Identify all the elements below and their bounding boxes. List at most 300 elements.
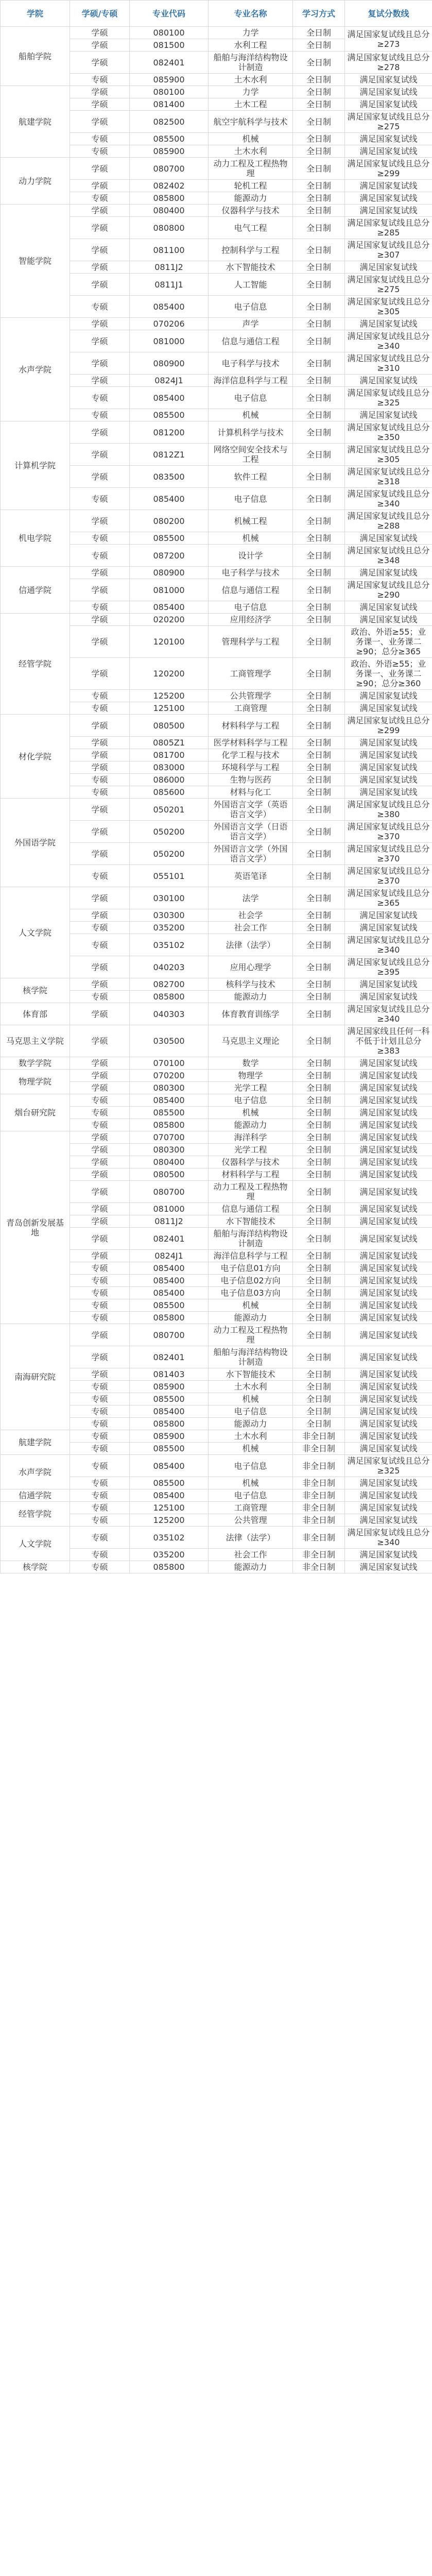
- major-name-cell: 机械: [209, 1393, 293, 1405]
- study-mode-cell: 全日制: [293, 1203, 345, 1215]
- major-code-cell: 125200: [130, 1514, 209, 1527]
- major-name-cell: 社会工作: [209, 922, 293, 934]
- major-name-cell: 信息与通信工程: [209, 1203, 293, 1215]
- score-line-cell: 满足国家复试线且总分≥348: [345, 545, 432, 567]
- table-row: [1, 1070, 432, 1082]
- study-mode-cell: 全日制: [293, 261, 345, 274]
- major-code-cell: 050200: [130, 821, 209, 843]
- degree-type-cell: 学硕: [70, 27, 130, 39]
- major-name-cell: 机械: [209, 1107, 293, 1119]
- major-code-cell: 035102: [130, 934, 209, 956]
- table-row: [1, 978, 432, 991]
- major-name-cell: 网络空间安全技术与工程: [209, 444, 293, 466]
- score-line-cell: 满足国家复试线且总分≥365: [345, 887, 432, 909]
- degree-type-cell: 学硕: [70, 1324, 130, 1346]
- major-name-cell: 马克思主义理论: [209, 1025, 293, 1057]
- table-row: [1, 1094, 432, 1107]
- score-line-cell: 满足国家复试线: [345, 690, 432, 702]
- score-line-cell: 满足国家复试线: [345, 1181, 432, 1203]
- study-mode-cell: 全日制: [293, 52, 345, 74]
- table-row: [1, 318, 432, 330]
- study-mode-cell: 全日制: [293, 532, 345, 545]
- degree-type-cell: 学硕: [70, 1168, 130, 1181]
- study-mode-cell: 全日制: [293, 1299, 345, 1312]
- major-name-cell: 能源动力: [209, 1312, 293, 1324]
- degree-type-cell: 学硕: [70, 1228, 130, 1250]
- table-row: [1, 1003, 432, 1025]
- college-cell: 南海研究院: [1, 1324, 70, 1430]
- major-name-cell: 环境科学与工程: [209, 761, 293, 774]
- study-mode-cell: 全日制: [293, 567, 345, 579]
- college-cell: 核学院: [1, 978, 70, 1003]
- study-mode-cell: 全日制: [293, 387, 345, 409]
- major-name-cell: 电气工程: [209, 217, 293, 239]
- college-cell: 经管学院: [1, 614, 70, 715]
- major-name-cell: 航空宇航科学与技术: [209, 111, 293, 133]
- college-cell: 马克思主义学院: [1, 1025, 70, 1057]
- major-name-cell: 外国语言文学（日语语言文学）: [209, 821, 293, 843]
- degree-type-cell: 学硕: [70, 1131, 130, 1144]
- major-code-cell: 085500: [130, 1393, 209, 1405]
- major-code-cell: 086000: [130, 774, 209, 786]
- major-code-cell: 087200: [130, 545, 209, 567]
- degree-type-cell: 学硕: [70, 180, 130, 192]
- college-cell: 航建学院: [1, 1430, 70, 1455]
- major-code-cell: 0824J1: [130, 375, 209, 387]
- table-row: [1, 715, 432, 737]
- score-line-cell: 满足国家复试线且总分≥275: [345, 111, 432, 133]
- degree-type-cell: 学硕: [70, 579, 130, 601]
- score-line-cell: 满足国家复试线且总分≥305: [345, 296, 432, 318]
- score-line-cell: 满足国家复试线: [345, 532, 432, 545]
- table-header: [1, 1, 432, 27]
- study-mode-cell: 全日制: [293, 86, 345, 98]
- study-mode-cell: 非全日制: [293, 1527, 345, 1549]
- study-mode-cell: 非全日制: [293, 1477, 345, 1489]
- major-name-cell: 机械: [209, 532, 293, 545]
- study-mode-cell: 全日制: [293, 1381, 345, 1393]
- major-name-cell: 能源动力: [209, 1119, 293, 1131]
- study-mode-cell: 非全日制: [293, 1455, 345, 1477]
- major-code-cell: 0812Z1: [130, 444, 209, 466]
- study-mode-cell: 全日制: [293, 421, 345, 444]
- score-line-cell: 政治、外语≥55；业务课一、业务课二≥90；总分≥365: [345, 626, 432, 658]
- major-name-cell: 仪器科学与技术: [209, 205, 293, 217]
- degree-type-cell: 学硕: [70, 626, 130, 658]
- score-line-cell: 满足国家复试线: [345, 1324, 432, 1346]
- header-major-code: 专业代码: [130, 1, 209, 27]
- score-line-cell: 满足国家复试线且总分≥325: [345, 387, 432, 409]
- major-code-cell: 085800: [130, 1561, 209, 1573]
- study-mode-cell: 全日制: [293, 1287, 345, 1299]
- major-name-cell: 英语笔译: [209, 865, 293, 887]
- degree-type-cell: 专硕: [70, 1299, 130, 1312]
- study-mode-cell: 全日制: [293, 843, 345, 865]
- major-name-cell: 机械: [209, 1443, 293, 1455]
- major-code-cell: 080100: [130, 86, 209, 98]
- score-line-cell: 满足国家复试线: [345, 1393, 432, 1405]
- major-name-cell: 船舶与海洋结构物设计制造: [209, 1346, 293, 1368]
- study-mode-cell: 全日制: [293, 98, 345, 111]
- table-row: [1, 799, 432, 821]
- degree-type-cell: 学硕: [70, 217, 130, 239]
- major-code-cell: 085400: [130, 296, 209, 318]
- major-code-cell: 030500: [130, 1025, 209, 1057]
- major-code-cell: 085500: [130, 409, 209, 421]
- major-name-cell: 电子信息03方向: [209, 1287, 293, 1299]
- score-line-cell: 满足国家复试线: [345, 409, 432, 421]
- major-name-cell: 应用经济学: [209, 614, 293, 626]
- major-code-cell: 085500: [130, 133, 209, 145]
- score-line-cell: 满足国家复试线且总分≥340: [345, 1003, 432, 1025]
- college-cell: 水声学院: [1, 318, 70, 421]
- major-name-cell: 光学工程: [209, 1144, 293, 1156]
- major-name-cell: 海洋信息科学与工程: [209, 1250, 293, 1262]
- major-name-cell: 电子信息: [209, 1455, 293, 1477]
- major-code-cell: 082700: [130, 978, 209, 991]
- major-code-cell: 125100: [130, 702, 209, 715]
- major-name-cell: 能源动力: [209, 991, 293, 1003]
- degree-type-cell: 专硕: [70, 1489, 130, 1502]
- table-row: [1, 1561, 432, 1573]
- table-row: [1, 567, 432, 579]
- college-cell: 外国语学院: [1, 799, 70, 887]
- score-line-cell: 满足国家复试线且总分≥325: [345, 1455, 432, 1477]
- college-cell: 青岛创新发展基地: [1, 1131, 70, 1324]
- degree-type-cell: 学硕: [70, 39, 130, 52]
- score-line-cell: 满足国家复试线: [345, 1430, 432, 1443]
- degree-type-cell: 专硕: [70, 532, 130, 545]
- study-mode-cell: 全日制: [293, 601, 345, 614]
- major-code-cell: 085400: [130, 488, 209, 510]
- major-code-cell: 085500: [130, 1299, 209, 1312]
- major-code-cell: 035200: [130, 1549, 209, 1561]
- degree-type-cell: 专硕: [70, 1287, 130, 1299]
- college-cell: 机电学院: [1, 510, 70, 567]
- major-name-cell: 化学工程与技术: [209, 749, 293, 761]
- major-code-cell: 080900: [130, 567, 209, 579]
- major-name-cell: 外国语言文学（英语语言文学）: [209, 799, 293, 821]
- score-line-cell: 满足国家复试线: [345, 991, 432, 1003]
- major-name-cell: 社会工作: [209, 1549, 293, 1561]
- score-line-cell: 满足国家复试线且总分≥340: [345, 934, 432, 956]
- major-name-cell: 动力工程及工程热物理: [209, 1181, 293, 1203]
- degree-type-cell: 学硕: [70, 318, 130, 330]
- major-name-cell: 法律（法学）: [209, 934, 293, 956]
- major-code-cell: 0824J1: [130, 1250, 209, 1262]
- degree-type-cell: 专硕: [70, 1107, 130, 1119]
- major-name-cell: 材料科学与工程: [209, 715, 293, 737]
- study-mode-cell: 全日制: [293, 409, 345, 421]
- study-mode-cell: 全日制: [293, 1156, 345, 1168]
- major-name-cell: 海洋科学: [209, 1131, 293, 1144]
- study-mode-cell: 全日制: [293, 922, 345, 934]
- score-line-cell: 政治、外语≥55；业务课一、业务课二≥90；总分≥360: [345, 658, 432, 690]
- table-body: [1, 27, 432, 1573]
- major-name-cell: 能源动力: [209, 1561, 293, 1573]
- degree-type-cell: 学硕: [70, 1025, 130, 1057]
- major-code-cell: 081403: [130, 1368, 209, 1381]
- major-name-cell: 海洋信息科学与工程: [209, 375, 293, 387]
- table-row: [1, 1455, 432, 1477]
- college-cell: 人文学院: [1, 1527, 70, 1561]
- major-name-cell: 工商管理: [209, 1502, 293, 1514]
- study-mode-cell: 全日制: [293, 466, 345, 488]
- study-mode-cell: 全日制: [293, 488, 345, 510]
- major-name-cell: 信息与通信工程: [209, 330, 293, 352]
- major-code-cell: 085500: [130, 532, 209, 545]
- score-line-cell: 满足国家复试线: [345, 922, 432, 934]
- study-mode-cell: 全日制: [293, 1405, 345, 1418]
- major-name-cell: 物理学: [209, 1070, 293, 1082]
- study-mode-cell: 全日制: [293, 318, 345, 330]
- major-code-cell: 085600: [130, 786, 209, 799]
- header-major-name: 专业名称: [209, 1, 293, 27]
- major-name-cell: 水下智能技术: [209, 1215, 293, 1228]
- study-mode-cell: 全日制: [293, 296, 345, 318]
- degree-type-cell: 专硕: [70, 934, 130, 956]
- degree-type-cell: 学硕: [70, 421, 130, 444]
- degree-type-cell: 学硕: [70, 1003, 130, 1025]
- major-name-cell: 机械: [209, 1299, 293, 1312]
- score-line-cell: 满足国家复试线: [345, 1082, 432, 1094]
- score-line-cell: 满足国家复试线: [345, 1262, 432, 1275]
- major-code-cell: 085400: [130, 1275, 209, 1287]
- major-code-cell: 0811J2: [130, 1215, 209, 1228]
- major-code-cell: 0811J2: [130, 261, 209, 274]
- degree-type-cell: 学硕: [70, 749, 130, 761]
- score-line-cell: 满足国家复试线: [345, 1275, 432, 1287]
- major-code-cell: 080400: [130, 1156, 209, 1168]
- major-code-cell: 082402: [130, 180, 209, 192]
- degree-type-cell: 学硕: [70, 761, 130, 774]
- college-cell: 材化学院: [1, 715, 70, 799]
- degree-type-cell: 学硕: [70, 1082, 130, 1094]
- major-code-cell: 035200: [130, 922, 209, 934]
- major-name-cell: 船舶与海洋结构物设计制造: [209, 52, 293, 74]
- major-code-cell: 080400: [130, 205, 209, 217]
- score-line-cell: 满足国家复试线: [345, 1549, 432, 1561]
- score-line-cell: 满足国家复试线: [345, 205, 432, 217]
- table-row: [1, 1025, 432, 1057]
- college-cell: 智能学院: [1, 205, 70, 318]
- degree-type-cell: 专硕: [70, 296, 130, 318]
- study-mode-cell: 全日制: [293, 690, 345, 702]
- degree-type-cell: 学硕: [70, 567, 130, 579]
- major-name-cell: 能源动力: [209, 1418, 293, 1430]
- major-name-cell: 软件工程: [209, 466, 293, 488]
- study-mode-cell: 全日制: [293, 545, 345, 567]
- degree-type-cell: 专硕: [70, 1455, 130, 1477]
- study-mode-cell: 非全日制: [293, 1430, 345, 1443]
- major-code-cell: 070200: [130, 1070, 209, 1082]
- major-name-cell: 法学: [209, 887, 293, 909]
- major-name-cell: 水下智能技术: [209, 1368, 293, 1381]
- study-mode-cell: 全日制: [293, 444, 345, 466]
- header-row: [1, 1, 432, 27]
- study-mode-cell: 全日制: [293, 1275, 345, 1287]
- major-code-cell: 050200: [130, 843, 209, 865]
- score-line-cell: 满足国家复试线: [345, 1107, 432, 1119]
- score-line-cell: 满足国家复试线且总分≥275: [345, 274, 432, 296]
- major-name-cell: 电子信息: [209, 1405, 293, 1418]
- study-mode-cell: 全日制: [293, 1215, 345, 1228]
- table-row: [1, 1489, 432, 1502]
- major-name-cell: 声学: [209, 318, 293, 330]
- major-name-cell: 动力工程及工程热物理: [209, 1324, 293, 1346]
- degree-type-cell: 学硕: [70, 1203, 130, 1215]
- study-mode-cell: 全日制: [293, 737, 345, 749]
- study-mode-cell: 全日制: [293, 192, 345, 205]
- score-line-cell: 满足国家复试线: [345, 318, 432, 330]
- degree-type-cell: 学硕: [70, 205, 130, 217]
- study-mode-cell: 全日制: [293, 1057, 345, 1070]
- study-mode-cell: 全日制: [293, 1082, 345, 1094]
- score-line-cell: 满足国家复试线: [345, 133, 432, 145]
- score-line-cell: 满足国家复试线: [345, 1131, 432, 1144]
- score-line-cell: 满足国家线且任何一科不低于计划且总分≥383: [345, 1025, 432, 1057]
- major-name-cell: 人工智能: [209, 274, 293, 296]
- score-line-cell: 满足国家复试线: [345, 1368, 432, 1381]
- major-code-cell: 085800: [130, 192, 209, 205]
- major-code-cell: 083500: [130, 466, 209, 488]
- study-mode-cell: 全日制: [293, 761, 345, 774]
- degree-type-cell: 学硕: [70, 1070, 130, 1082]
- score-line-cell: 满足国家复试线且总分≥395: [345, 956, 432, 978]
- degree-type-cell: 学硕: [70, 956, 130, 978]
- degree-type-cell: 专硕: [70, 1549, 130, 1561]
- degree-type-cell: 学硕: [70, 352, 130, 375]
- table-row: [1, 1430, 432, 1443]
- major-code-cell: 085500: [130, 1443, 209, 1455]
- score-line-cell: 满足国家复试线且总分≥307: [345, 239, 432, 261]
- study-mode-cell: 全日制: [293, 239, 345, 261]
- score-line-cell: 满足国家复试线: [345, 375, 432, 387]
- study-mode-cell: 全日制: [293, 1312, 345, 1324]
- score-line-cell: 满足国家复试线: [345, 1144, 432, 1156]
- score-line-cell: 满足国家复试线: [345, 567, 432, 579]
- degree-type-cell: 学硕: [70, 715, 130, 737]
- major-code-cell: 080700: [130, 1181, 209, 1203]
- study-mode-cell: 全日制: [293, 1119, 345, 1131]
- degree-type-cell: 专硕: [70, 145, 130, 158]
- major-name-cell: 机械: [209, 1477, 293, 1489]
- major-code-cell: 085900: [130, 1381, 209, 1393]
- major-code-cell: 085900: [130, 1430, 209, 1443]
- score-line-cell: 满足国家复试线且总分≥370: [345, 821, 432, 843]
- degree-type-cell: 专硕: [70, 1393, 130, 1405]
- major-name-cell: 动力工程及工程热物理: [209, 158, 293, 180]
- degree-type-cell: 学硕: [70, 737, 130, 749]
- degree-type-cell: 学硕: [70, 843, 130, 865]
- major-code-cell: 070700: [130, 1131, 209, 1144]
- score-line-cell: 满足国家复试线: [345, 1070, 432, 1082]
- degree-type-cell: 学硕: [70, 799, 130, 821]
- major-code-cell: 081000: [130, 1203, 209, 1215]
- major-name-cell: 材料科学与工程: [209, 1168, 293, 1181]
- major-code-cell: 085400: [130, 387, 209, 409]
- score-line-cell: 满足国家复试线: [345, 1381, 432, 1393]
- major-code-cell: 085400: [130, 1489, 209, 1502]
- major-code-cell: 050201: [130, 799, 209, 821]
- score-line-cell: 满足国家复试线: [345, 774, 432, 786]
- degree-type-cell: 专硕: [70, 1477, 130, 1489]
- major-name-cell: 体育教育训练学: [209, 1003, 293, 1025]
- degree-type-cell: 学硕: [70, 1368, 130, 1381]
- degree-type-cell: 专硕: [70, 774, 130, 786]
- major-code-cell: 070206: [130, 318, 209, 330]
- major-code-cell: 081400: [130, 98, 209, 111]
- major-name-cell: 仪器科学与技术: [209, 1156, 293, 1168]
- major-code-cell: 020200: [130, 614, 209, 626]
- major-code-cell: 080500: [130, 715, 209, 737]
- score-line-cell: 满足国家复试线: [345, 145, 432, 158]
- major-name-cell: 电子信息: [209, 296, 293, 318]
- major-name-cell: 控制科学与工程: [209, 239, 293, 261]
- score-line-cell: 满足国家复试线: [345, 1287, 432, 1299]
- study-mode-cell: 全日制: [293, 352, 345, 375]
- major-code-cell: 030300: [130, 909, 209, 922]
- college-cell: 人文学院: [1, 887, 70, 978]
- college-cell: 体育部: [1, 1003, 70, 1025]
- study-mode-cell: 全日制: [293, 786, 345, 799]
- major-name-cell: 电子信息: [209, 488, 293, 510]
- degree-type-cell: 专硕: [70, 865, 130, 887]
- table-row: [1, 1502, 432, 1514]
- degree-type-cell: 专硕: [70, 409, 130, 421]
- college-cell: 计算机学院: [1, 421, 70, 510]
- degree-type-cell: 学硕: [70, 274, 130, 296]
- major-name-cell: 社会学: [209, 909, 293, 922]
- major-name-cell: 计算机科学与技术: [209, 421, 293, 444]
- score-line-cell: 满足国家复试线: [345, 737, 432, 749]
- score-line-cell: 满足国家复试线: [345, 1312, 432, 1324]
- major-name-cell: 电子信息: [209, 1489, 293, 1502]
- degree-type-cell: 学硕: [70, 330, 130, 352]
- study-mode-cell: 全日制: [293, 1181, 345, 1203]
- score-line-cell: 满足国家复试线且总分≥370: [345, 843, 432, 865]
- major-code-cell: 085900: [130, 145, 209, 158]
- degree-type-cell: 专硕: [70, 192, 130, 205]
- major-code-cell: 055101: [130, 865, 209, 887]
- score-line-cell: 满足国家复试线且总分≥350: [345, 421, 432, 444]
- college-cell: 烟台研究院: [1, 1094, 70, 1131]
- degree-type-cell: 学硕: [70, 658, 130, 690]
- major-name-cell: 光学工程: [209, 1082, 293, 1094]
- degree-type-cell: 专硕: [70, 133, 130, 145]
- header-study-mode: 学习方式: [293, 1, 345, 27]
- degree-type-cell: 专硕: [70, 786, 130, 799]
- score-line-cell: 满足国家复试线: [345, 1443, 432, 1455]
- major-name-cell: 管理科学与工程: [209, 626, 293, 658]
- score-line-cell: 满足国家复试线: [345, 1489, 432, 1502]
- study-mode-cell: 全日制: [293, 330, 345, 352]
- study-mode-cell: 全日制: [293, 27, 345, 39]
- study-mode-cell: 全日制: [293, 978, 345, 991]
- major-name-cell: 电子信息02方向: [209, 1275, 293, 1287]
- header-degree-type: 学硕/专硕: [70, 1, 130, 27]
- college-cell: 水声学院: [1, 1455, 70, 1489]
- score-line-cell: 满足国家复试线且总分≥340: [345, 330, 432, 352]
- study-mode-cell: 全日制: [293, 1094, 345, 1107]
- score-line-cell: 满足国家复试线且总分≥278: [345, 52, 432, 74]
- major-name-cell: 公共管理: [209, 1514, 293, 1527]
- degree-type-cell: 学硕: [70, 1144, 130, 1156]
- study-mode-cell: 非全日制: [293, 1443, 345, 1455]
- major-code-cell: 080200: [130, 510, 209, 532]
- major-name-cell: 船舶与海洋结构物设计制造: [209, 1228, 293, 1250]
- degree-type-cell: 专硕: [70, 1502, 130, 1514]
